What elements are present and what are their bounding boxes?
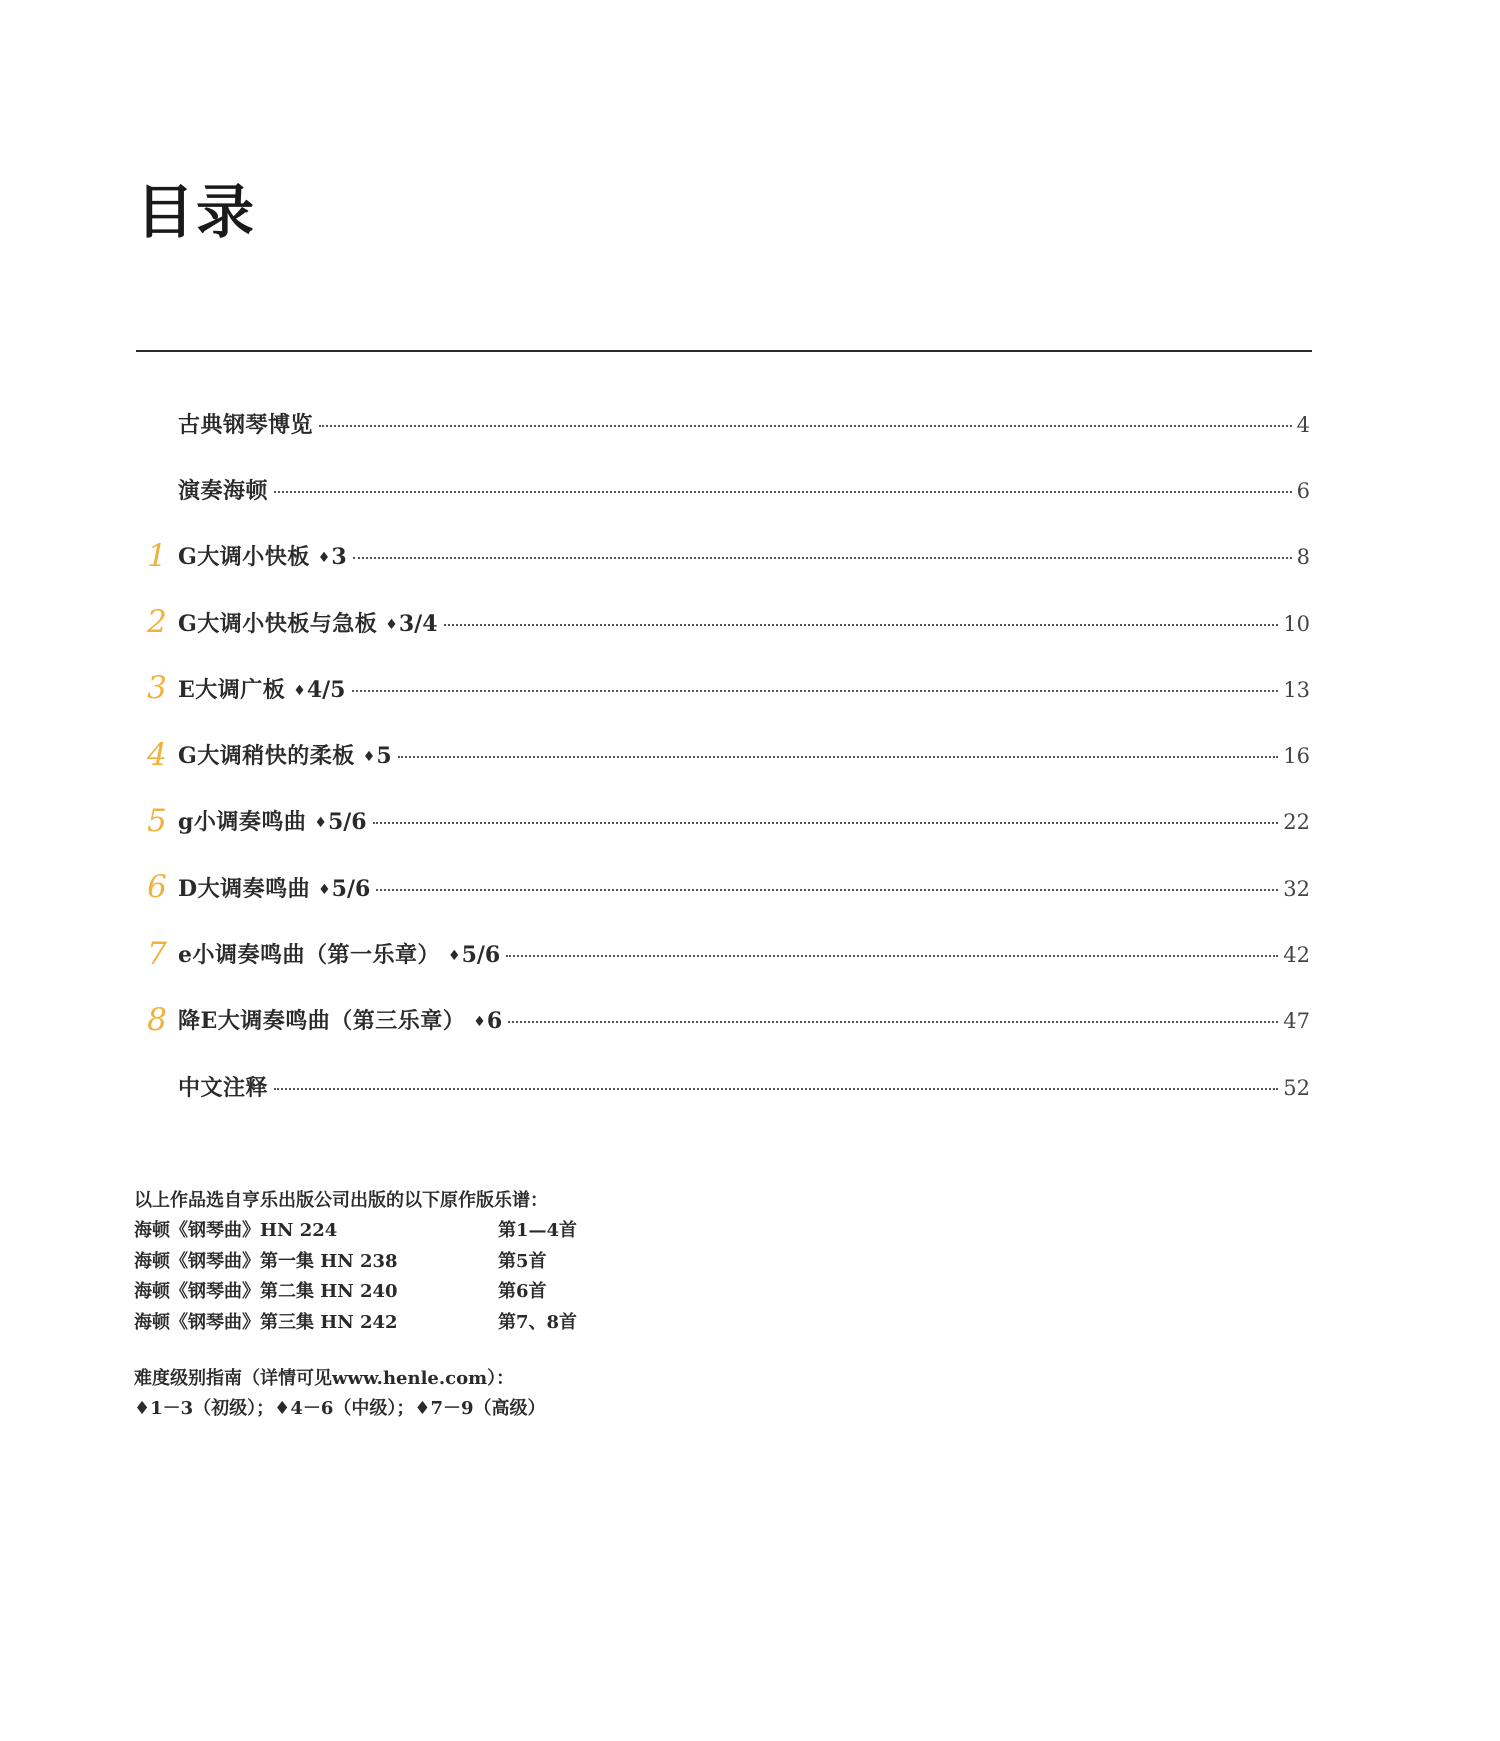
toc-entry-page-number: 10 — [1283, 611, 1310, 636]
toc-entry-title: g小调奏鸣曲 — [178, 809, 307, 836]
toc-entry-number: 7 — [147, 935, 167, 972]
toc-entry-body — [178, 673, 1310, 704]
toc-entry[interactable] — [136, 721, 1310, 787]
toc-entry-title: G大调小快板 — [178, 544, 310, 571]
toc-entry-number: 8 — [147, 1001, 167, 1038]
toc-entry-difficulty-level: 3 — [331, 544, 347, 571]
toc-entry[interactable] — [136, 456, 1310, 522]
diamond-icon: ♦ — [317, 550, 331, 567]
toc-entry-page-number: 6 — [1296, 478, 1310, 503]
toc-entry-page-number: 13 — [1283, 677, 1310, 702]
toc-entry[interactable] — [136, 788, 1310, 854]
toc-entry-page-number: 4 — [1296, 412, 1310, 437]
toc-entry-difficulty-level: 3/4 — [398, 610, 438, 637]
toc-entry-difficulty-level: 4/5 — [306, 676, 346, 703]
diamond-icon: ♦ — [385, 616, 398, 633]
toc-entry-body — [178, 872, 1310, 903]
diamond-icon: ♦ — [314, 815, 327, 832]
source-title: 海顿《钢琴曲》第三集 HN 242 — [134, 1311, 398, 1333]
diamond-icon: ♦ — [318, 881, 331, 898]
source-items: 第6首 — [498, 1281, 547, 1302]
source-row — [134, 1308, 694, 1339]
toc-entry-difficulty-level: 5 — [376, 743, 392, 770]
toc-entry-difficulty-level: 5/6 — [327, 809, 367, 836]
toc-entry-page-number: 16 — [1283, 744, 1310, 769]
toc-entry[interactable] — [136, 589, 1310, 655]
sources-block — [134, 1186, 694, 1338]
toc-entry-page-number: 47 — [1283, 1009, 1310, 1034]
toc-entry-dot-leader — [274, 1088, 1278, 1090]
toc-entry[interactable] — [136, 1053, 1310, 1119]
source-items: 第1—4首 — [498, 1220, 578, 1241]
toc-entry-difficulty — [318, 544, 347, 570]
toc-entry-title: 降E大调奏鸣曲（第三乐章） — [178, 1008, 466, 1035]
toc-entry-title: 中文注释 — [178, 1074, 269, 1101]
source-row — [134, 1216, 694, 1247]
difficulty-guide-levels: ♦1－3（初级）；♦4－6（中级）；♦7－9（高级） — [134, 1398, 546, 1419]
toc-entry-page-number: 32 — [1283, 876, 1310, 901]
toc-entry[interactable] — [136, 390, 1310, 456]
toc-entry-body — [178, 1071, 1310, 1102]
diamond-icon: ♦ — [362, 749, 376, 766]
toc-entry-dot-leader — [274, 491, 1292, 493]
toc-entry[interactable] — [136, 655, 1310, 721]
diamond-icon: ♦ — [448, 948, 461, 965]
toc-entry-difficulty-level: 6 — [486, 1008, 503, 1035]
toc-entry-body — [178, 938, 1310, 969]
toc-entry-dot-leader — [506, 955, 1278, 957]
toc-entry-dot-leader — [398, 756, 1279, 758]
toc-entry-body — [178, 540, 1310, 571]
toc-entry-body — [178, 408, 1310, 439]
toc-entry-number: 1 — [147, 537, 167, 574]
toc-entry-page-number: 22 — [1283, 810, 1310, 835]
toc-entry-dot-leader — [319, 425, 1292, 427]
toc-entry-title: 演奏海顿 — [178, 477, 269, 504]
source-items: 第5首 — [498, 1250, 547, 1272]
toc-entry-difficulty-level: 5/6 — [461, 942, 501, 969]
source-row — [134, 1277, 694, 1308]
toc-entry-difficulty — [293, 677, 345, 703]
toc-entry-difficulty — [448, 942, 500, 968]
toc-entry-title: E大调广板 — [178, 676, 286, 703]
source-title: 海顿《钢琴曲》第二集 HN 240 — [134, 1281, 398, 1302]
source-title: 海顿《钢琴曲》HN 224 — [134, 1220, 338, 1241]
toc-entry-dot-leader — [376, 889, 1278, 891]
toc-entry-dot-leader — [508, 1021, 1278, 1023]
toc-entry-page-number: 52 — [1283, 1075, 1310, 1100]
toc-entry-difficulty — [473, 1008, 502, 1034]
toc-entry-title: e小调奏鸣曲（第一乐章） — [178, 942, 440, 969]
page-title: 目录 — [136, 178, 257, 246]
toc-entry-difficulty — [314, 809, 366, 835]
source-row — [134, 1247, 694, 1278]
toc-entry-dot-leader — [352, 690, 1279, 692]
toc-entry-body — [178, 1004, 1310, 1035]
toc-entry-number: 4 — [147, 736, 167, 773]
source-title: 海顿《钢琴曲》第一集 HN 238 — [134, 1250, 398, 1272]
toc-entry-body — [178, 739, 1310, 770]
difficulty-guide — [134, 1364, 834, 1424]
toc-entry-number: 3 — [147, 670, 167, 707]
toc-entry-number: 2 — [147, 604, 167, 641]
source-items: 第7、8首 — [498, 1311, 578, 1333]
toc-entry-title: D大调奏鸣曲 — [178, 875, 311, 902]
toc-entry-body — [178, 805, 1310, 836]
toc-entry[interactable] — [136, 854, 1310, 920]
toc-entry-title: G大调小快板与急板 — [178, 610, 378, 637]
toc-entry-title: 古典钢琴博览 — [178, 411, 314, 438]
toc-entry-difficulty — [363, 743, 392, 769]
toc-entry-difficulty — [318, 876, 370, 902]
toc-entry-number: 6 — [147, 869, 167, 906]
toc-entry-difficulty-level: 5/6 — [331, 875, 371, 902]
toc-entry-title: G大调稍快的柔板 — [178, 743, 355, 770]
toc-entry[interactable] — [136, 987, 1310, 1053]
difficulty-guide-heading: 难度级别指南（详情可见www.henle.com）： — [134, 1368, 515, 1389]
title-rule — [136, 350, 1312, 352]
toc-entry-difficulty — [385, 611, 437, 637]
table-of-contents — [136, 390, 1310, 1119]
toc-entry-number: 5 — [147, 802, 167, 839]
toc-entry-body — [178, 474, 1310, 505]
toc-entry[interactable] — [136, 920, 1310, 986]
toc-entry-page-number: 8 — [1296, 545, 1310, 570]
toc-entry-dot-leader — [353, 557, 1292, 559]
toc-entry-page-number: 42 — [1283, 943, 1310, 968]
toc-entry-body — [178, 607, 1310, 638]
toc-entry[interactable] — [136, 523, 1310, 589]
sources-heading: 以上作品选自亨乐出版公司出版的以下原作版乐谱： — [134, 1190, 548, 1211]
diamond-icon: ♦ — [293, 682, 306, 699]
toc-entry-dot-leader — [373, 822, 1279, 824]
diamond-icon: ♦ — [473, 1014, 486, 1031]
toc-entry-dot-leader — [444, 624, 1279, 626]
